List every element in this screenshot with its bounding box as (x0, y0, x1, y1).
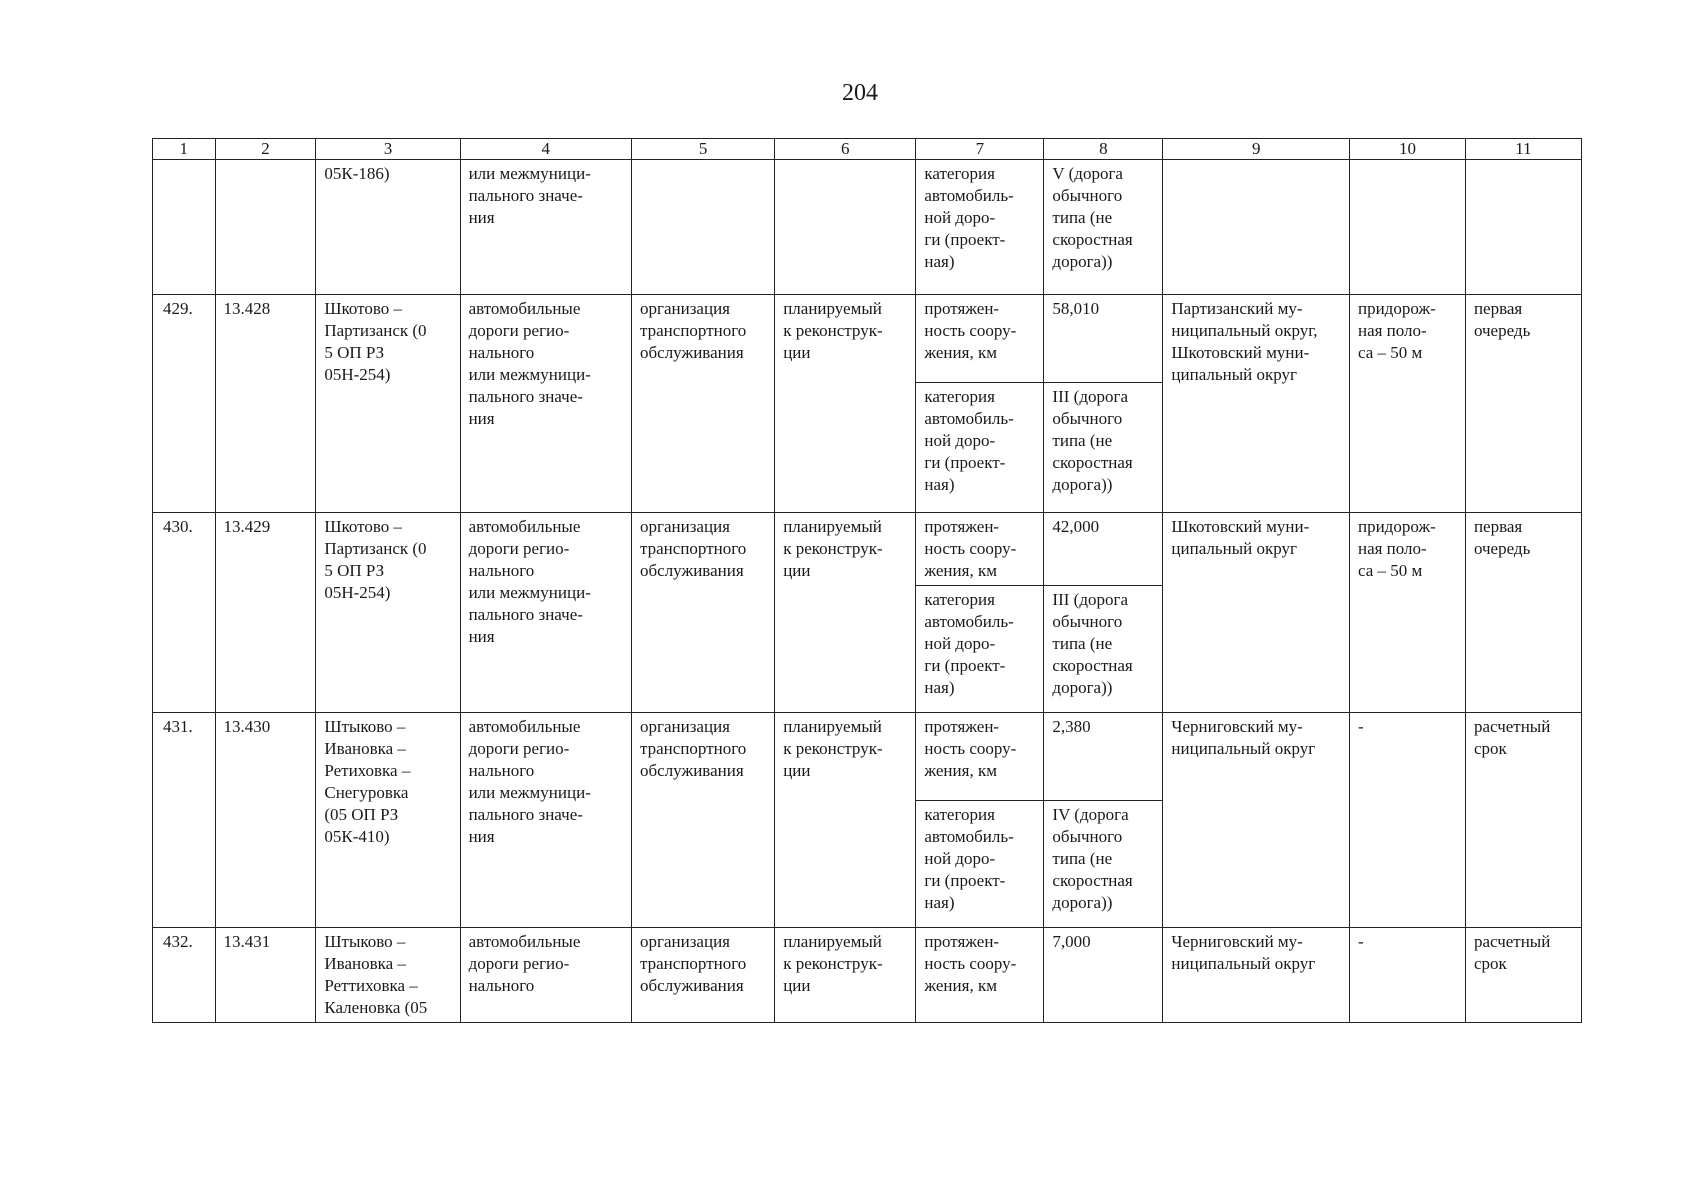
characteristic-value: IV (дорога обычного типа (не скоростная дорога)) (1044, 801, 1163, 928)
zone: - (1349, 928, 1465, 1023)
table-cell (1163, 160, 1350, 295)
column-number: 4 (460, 139, 631, 160)
location: Партизанский му- ниципальный округ, Шкотовский муни- ципальный округ (1163, 295, 1350, 513)
object-status: планируемый к реконструк- ции (775, 295, 916, 513)
object-purpose: организация транспортного обслуживания (632, 295, 775, 513)
row-code: 13.431 (215, 928, 316, 1023)
object-purpose: организация транспортного обслуживания (632, 513, 775, 713)
row-number: 432. (153, 928, 216, 1023)
characteristic-name: протяжен- ность соору- жения, км (916, 295, 1044, 383)
table-row (153, 928, 1582, 1023)
table-row (153, 295, 1582, 383)
row-code: 13.429 (215, 513, 316, 713)
table-row (153, 513, 1582, 586)
characteristic-value: III (дорога обычного типа (не скоростная дорога)) (1044, 383, 1163, 513)
table-cell: V (дорога обычного типа (не скоростная дорога)) (1044, 160, 1163, 295)
column-number: 11 (1465, 139, 1581, 160)
characteristic-name: протяжен- ность соору- жения, км (916, 713, 1044, 801)
characteristic-name: категория автомобиль- ной доро- ги (проект- ная) (916, 586, 1044, 713)
object-type: автомобильные дороги регио- нального или межмуници- пального значе- ния (460, 513, 631, 713)
table-cell (632, 160, 775, 295)
characteristic-value: III (дорога обычного типа (не скоростная дорога)) (1044, 586, 1163, 713)
location: Шкотовский муни- ципальный округ (1163, 513, 1350, 713)
characteristic-name: категория автомобиль- ной доро- ги (проект- ная) (916, 801, 1044, 928)
column-number: 2 (215, 139, 316, 160)
column-number: 6 (775, 139, 916, 160)
row-number: 431. (153, 713, 216, 928)
characteristic-value: 42,000 (1044, 513, 1163, 586)
object-purpose: организация транспортного обслуживания (632, 713, 775, 928)
table-cell: 05К-186) (316, 160, 460, 295)
table-cell: или межмуници- пального значе- ния (460, 160, 631, 295)
table-row (153, 713, 1582, 801)
column-number-row (153, 139, 1582, 160)
object-name: Штыково – Ивановка – Ретиховка – Снегуровка (05 ОП РЗ 05К-410) (316, 713, 460, 928)
table-cell: категория автомобиль- ной доро- ги (проект- ная) (916, 160, 1044, 295)
characteristic-name: категория автомобиль- ной доро- ги (проект- ная) (916, 383, 1044, 513)
table-cell (1465, 160, 1581, 295)
object-type: автомобильные дороги регио- нального или межмуници- пального значе- ния (460, 713, 631, 928)
stage: расчетный срок (1465, 713, 1581, 928)
column-number: 7 (916, 139, 1044, 160)
stage: первая очередь (1465, 295, 1581, 513)
column-number: 9 (1163, 139, 1350, 160)
characteristic-name: протяжен- ность соору- жения, км (916, 928, 1044, 1023)
object-status: планируемый к реконструк- ции (775, 928, 916, 1023)
zone: придорож- ная поло- са – 50 м (1349, 513, 1465, 713)
characteristic-value: 2,380 (1044, 713, 1163, 801)
object-name: Штыково – Ивановка – Реттиховка – Каленовка (05 (316, 928, 460, 1023)
object-status: планируемый к реконструк- ции (775, 513, 916, 713)
column-number: 10 (1349, 139, 1465, 160)
table-cell (775, 160, 916, 295)
characteristic-name: протяжен- ность соору- жения, км (916, 513, 1044, 586)
stage: первая очередь (1465, 513, 1581, 713)
stage: расчетный срок (1465, 928, 1581, 1023)
location: Черниговский му- ниципальный округ (1163, 928, 1350, 1023)
object-name: Шкотово – Партизанск (0 5 ОП РЗ 05Н-254) (316, 513, 460, 713)
column-number: 3 (316, 139, 460, 160)
data-table (152, 138, 1582, 1023)
object-purpose: организация транспортного обслуживания (632, 928, 775, 1023)
column-number: 5 (632, 139, 775, 160)
table-row-continuation (153, 160, 1582, 295)
column-number: 1 (153, 139, 216, 160)
table-cell (153, 160, 216, 295)
row-code: 13.430 (215, 713, 316, 928)
object-type: автомобильные дороги регио- нального или межмуници- пального значе- ния (460, 295, 631, 513)
zone: - (1349, 713, 1465, 928)
column-number: 8 (1044, 139, 1163, 160)
characteristic-value: 7,000 (1044, 928, 1163, 1023)
zone: придорож- ная поло- са – 50 м (1349, 295, 1465, 513)
table-cell (1349, 160, 1465, 295)
location: Черниговский му- ниципальный округ (1163, 713, 1350, 928)
row-number: 430. (153, 513, 216, 713)
row-number: 429. (153, 295, 216, 513)
page-number: 204 (842, 80, 878, 106)
table-cell (215, 160, 316, 295)
object-name: Шкотово – Партизанск (0 5 ОП РЗ 05Н-254) (316, 295, 460, 513)
characteristic-value: 58,010 (1044, 295, 1163, 383)
row-code: 13.428 (215, 295, 316, 513)
object-status: планируемый к реконструк- ции (775, 713, 916, 928)
object-type: автомобильные дороги регио- нального (460, 928, 631, 1023)
